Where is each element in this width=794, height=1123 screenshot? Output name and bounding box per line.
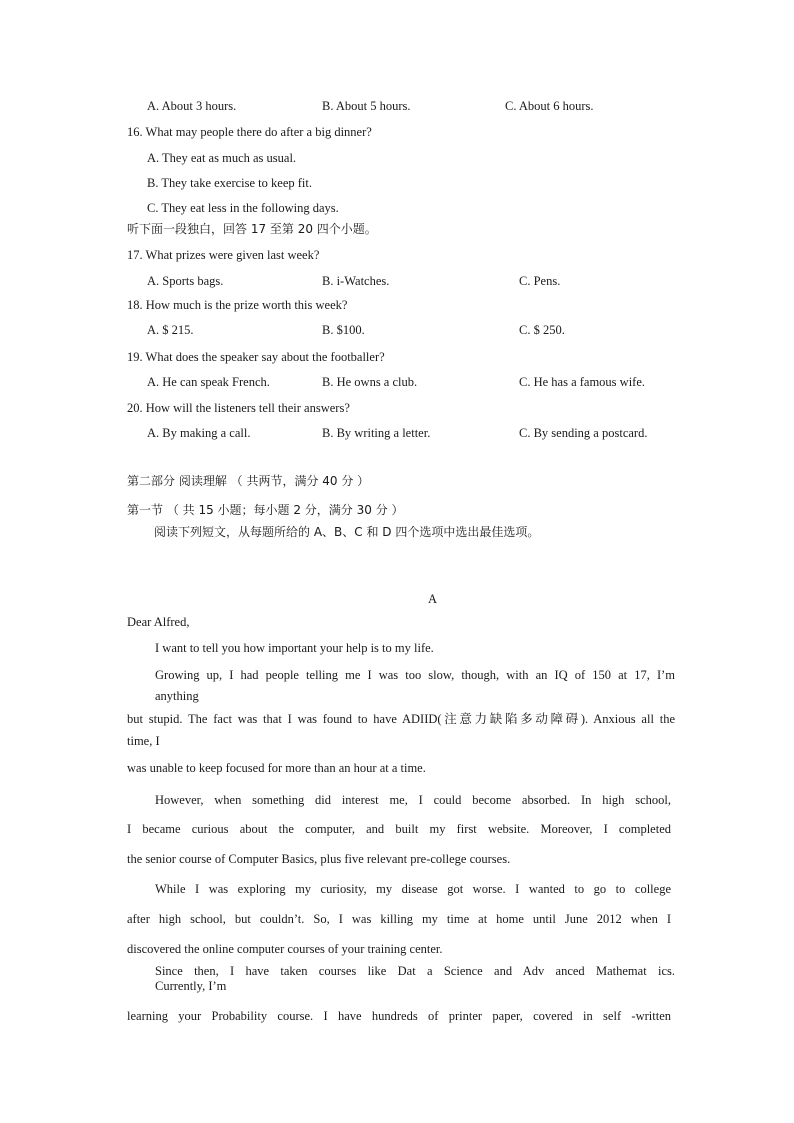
letter-greeting: Dear Alfred,	[127, 615, 190, 629]
q20-option-b: B. By writing a letter.	[322, 426, 431, 440]
passage-line: I want to tell you how important your help is to my life.	[155, 641, 434, 655]
q18-option-b: B. $100.	[322, 323, 365, 337]
passage-line: Since then, I have taken courses like Dat a Science and Adv anced Mathemat ics.	[155, 964, 675, 978]
q17-stem: 17. What prizes were given last week?	[127, 248, 320, 262]
passage-line: However, when something did interest me, I could become absorbed. In high school,	[155, 793, 671, 807]
q18-option-a: A. $ 215.	[147, 323, 194, 337]
q20-option-a: A. By making a call.	[147, 426, 251, 440]
passage-label: A	[428, 592, 438, 606]
passage-line: While I was exploring my curiosity, my disease got worse. I wanted to go to college	[155, 882, 671, 896]
q20-option-c: C. By sending a postcard.	[519, 426, 648, 440]
passage-line: I became curious about the computer, and built my first website. Moreover, I completed	[127, 822, 671, 836]
passage-line: after high school, but couldn’t. So, I was killing my time at home until June 2012 when I	[127, 912, 671, 926]
passage-line: discovered the online computer courses of your training center.	[127, 942, 443, 956]
q16-option-a: A. They eat as much as usual.	[147, 151, 297, 165]
q19-option-c: C. He has a famous wife.	[519, 375, 646, 389]
q18-option-c: C. $ 250.	[519, 323, 565, 337]
reading-instruction: 阅读下列短文，从每题所给的 A、B、C 和 D 四个选项中选出最佳选项。	[154, 525, 540, 539]
section1-heading: 第一节 （ 共 15 小题；每小题 2 分，满分 30 分 ）	[127, 503, 404, 517]
part2-heading: 第二部分 阅读理解 （ 共两节，满分 40 分 ）	[127, 474, 370, 488]
q16-option-c: C. They eat less in the following days.	[147, 201, 339, 215]
passage-line: but stupid. The fact was that I was found to have ADIID(注意力缺陷多动障碍). Anxious all the	[127, 712, 675, 726]
monologue-instruction: 听下面一段独白，回答 17 至第 20 四个小题。	[127, 222, 377, 236]
q19-option-b: B. He owns a club.	[322, 375, 418, 389]
passage-line: time, I	[127, 734, 160, 748]
q19-stem: 19. What does the speaker say about the footballer?	[127, 350, 385, 364]
q16-option-b: B. They take exercise to keep fit.	[147, 176, 312, 190]
q15-option-a: A. About 3 hours.	[147, 99, 237, 113]
q15-option-b: B. About 5 hours.	[322, 99, 411, 113]
q17-option-a: A. Sports bags.	[147, 274, 224, 288]
q16-stem: 16. What may people there do after a big dinner?	[127, 125, 372, 139]
passage-line: anything	[155, 689, 199, 703]
passage-line: Currently, I’m	[155, 979, 227, 993]
q18-stem: 18. How much is the prize worth this week?	[127, 298, 348, 312]
q17-option-c: C. Pens.	[519, 274, 561, 288]
q17-option-b: B. i-Watches.	[322, 274, 390, 288]
q19-option-a: A. He can speak French.	[147, 375, 270, 389]
passage-line: the senior course of Computer Basics, plus five relevant pre-college courses.	[127, 852, 511, 866]
q15-option-c: C. About 6 hours.	[505, 99, 594, 113]
passage-line: Growing up, I had people telling me I was too slow, though, with an IQ of 150 at 17, I’m	[155, 668, 675, 682]
passage-line: learning your Probability course. I have hundreds of printer paper, covered in self -written	[127, 1009, 671, 1023]
passage-line: was unable to keep focused for more than an hour at a time.	[127, 761, 426, 775]
q20-stem: 20. How will the listeners tell their answers?	[127, 401, 350, 415]
